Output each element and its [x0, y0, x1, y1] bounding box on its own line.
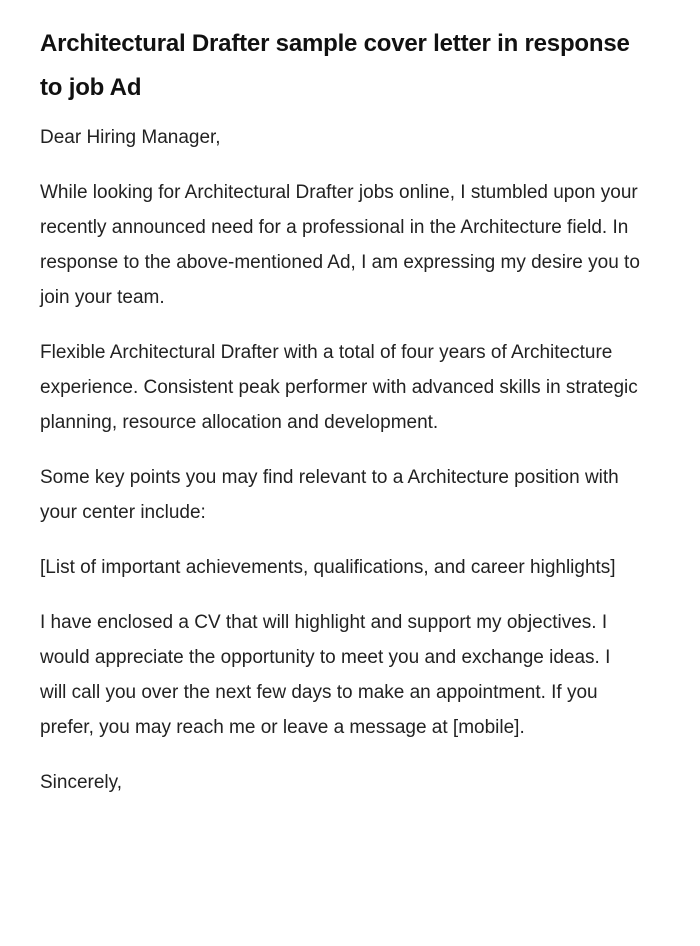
paragraph-intro: While looking for Architectural Drafter jobs online, I stumbled upon your recently announced need for a professional in the Architecture field. In response to the above-mentioned Ad, I am expressing my desire you to join your team. — [40, 182, 640, 308]
salutation: Dear Hiring Manager, — [40, 127, 221, 148]
cover-letter-page — [40, 22, 640, 820]
closing: Sincerely, — [40, 772, 123, 793]
paragraph-achievements-placeholder: [List of important achievements, qualifications, and career highlights] — [40, 557, 616, 578]
paragraph-experience: Flexible Architectural Drafter with a total of four years of Architecture experience. Consistent peak performer with advanced skills in strategic planning, resource allocation and development. — [40, 342, 638, 433]
paragraph-key-points: Some key points you may find relevant to a Architecture position with your center include: — [40, 467, 619, 523]
document-title: Architectural Drafter sample cover letter in response to job Ad — [40, 30, 630, 101]
paragraph-closing-remarks: I have enclosed a CV that will highlight and support my objectives. I would appreciate the opportunity to meet you and exchange ideas. I will call you over the next few days to make an appointment. If you prefer, you may reach me or leave a message at [mobile]. — [40, 612, 611, 738]
